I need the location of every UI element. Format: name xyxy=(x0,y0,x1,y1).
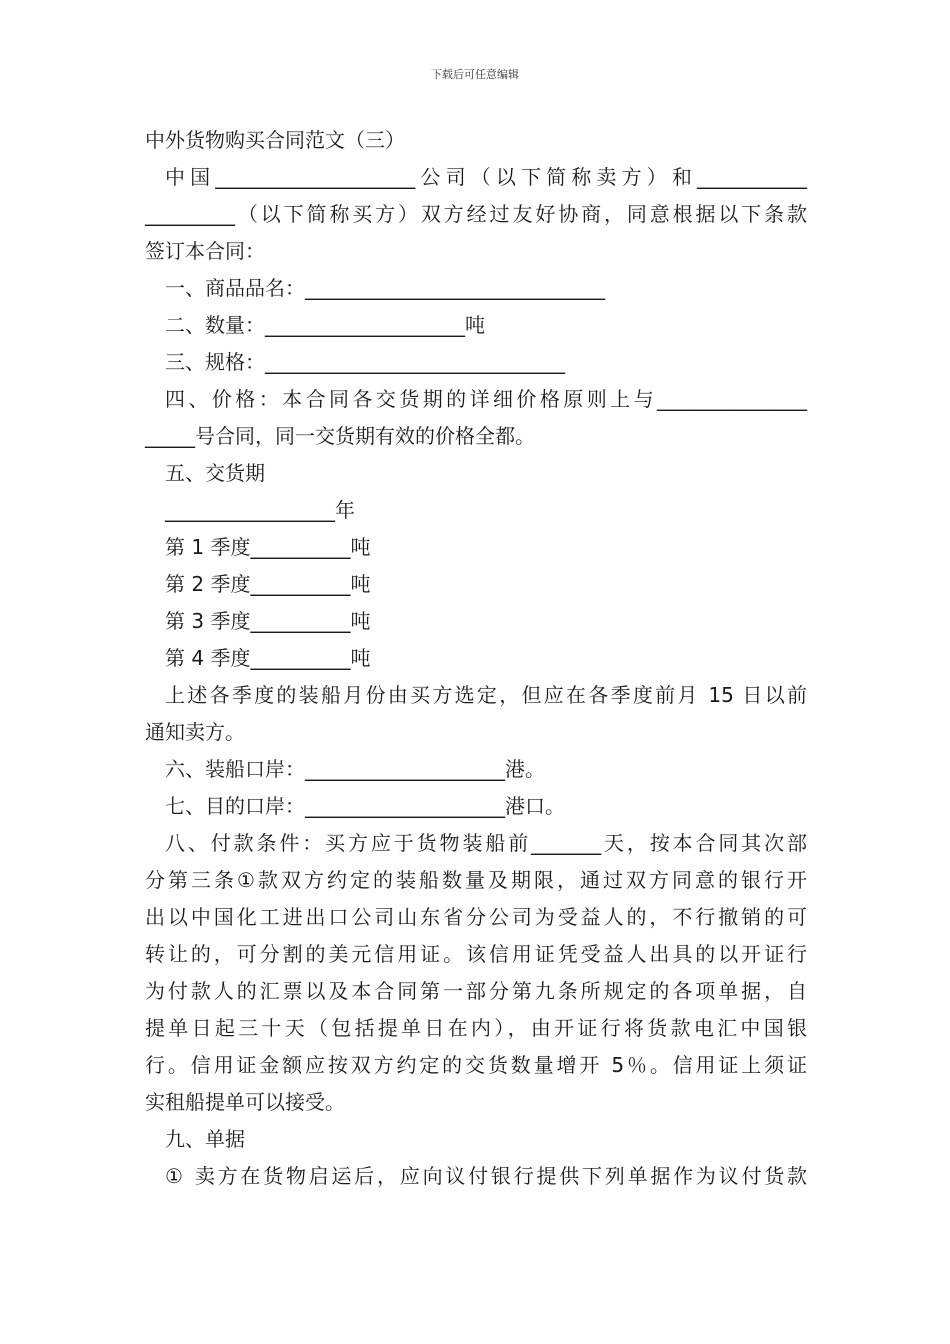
paragraph-line: 实租船提单可以接受。 xyxy=(145,1090,345,1114)
paragraph-line: 中国____________________公司（以下简称卖方）和___________ xyxy=(165,165,807,189)
document-title: 中外货物购买合同范文（三） xyxy=(145,128,405,152)
paragraph-line: 第 2 季度__________吨 xyxy=(165,572,371,596)
paragraph-line: 八、付款条件：买方应于货物装船前_______天，按本合同其次部 xyxy=(165,831,807,855)
document-body xyxy=(145,122,807,1195)
paragraph-line: _____号合同，同一交货期有效的价格全都。 xyxy=(145,424,535,448)
paragraph-line: 四、价格：本合同各交货期的详细价格原则上与_______________ xyxy=(165,387,807,411)
paragraph-line: _________________年 xyxy=(165,498,355,522)
paragraph-line: 七、目的口岸：____________________港口。 xyxy=(165,794,565,818)
paragraph-line: 一、商品品名：______________________________ xyxy=(165,276,605,300)
paragraph-line: 第 1 季度__________吨 xyxy=(165,535,371,559)
paragraph-line: 提单日起三十天（包括提单日在内），由开证行将货款电汇中国银 xyxy=(145,1016,807,1040)
paragraph-line: _________（以下简称买方）双方经过友好协商，同意根据以下条款 xyxy=(145,202,807,226)
paragraph-line: 通知卖方。 xyxy=(145,720,245,744)
paragraph-line: 第 3 季度__________吨 xyxy=(165,609,371,633)
paragraph-line: 为付款人的汇票以及本合同第一部分第九条所规定的各项单据，自 xyxy=(145,979,807,1003)
paragraph-line: 签订本合同： xyxy=(145,239,265,263)
paragraph-line: 转让的，可分割的美元信用证。该信用证凭受益人出具的以开证行 xyxy=(145,942,807,966)
paragraph-line: ① 卖方在货物启运后，应向议付银行提供下列单据作为议付货款 xyxy=(165,1164,807,1188)
paragraph-line: 上述各季度的装船月份由买方选定，但应在各季度前月 15 日以前 xyxy=(165,683,807,707)
paragraph-line: 五、交货期 xyxy=(165,461,265,485)
paragraph-line: 二、数量：____________________吨 xyxy=(165,313,485,337)
page-header: 下载后可任意编辑 xyxy=(431,68,519,81)
paragraph-line: 分第三条①款双方约定的装船数量及期限，通过双方同意的银行开 xyxy=(145,868,807,892)
paragraph-line: 第 4 季度__________吨 xyxy=(165,646,371,670)
paragraph-line: 九、单据 xyxy=(165,1127,245,1151)
paragraph-line: 行。信用证金额应按双方约定的交货数量增开 5％。信用证上须证 xyxy=(145,1053,807,1077)
paragraph-line: 六、装船口岸：____________________港。 xyxy=(165,757,545,781)
paragraph-line: 三、规格：______________________________ xyxy=(165,350,565,374)
paragraph-line: 出以中国化工进出口公司山东省分公司为受益人的，不行撤销的可 xyxy=(145,905,807,929)
